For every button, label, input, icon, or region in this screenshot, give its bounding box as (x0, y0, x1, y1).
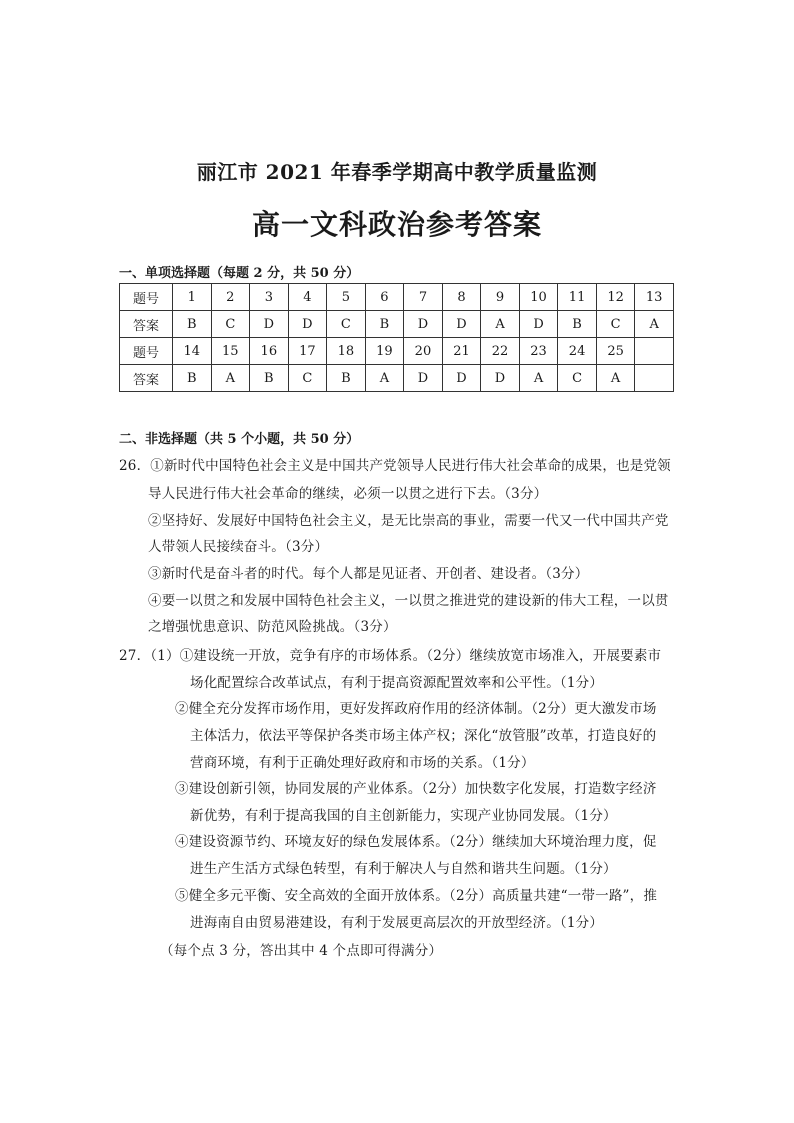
answer-cell: D (442, 311, 481, 338)
table-row (120, 284, 674, 311)
answer-line: ③建设创新引领，协同发展的产业体系。（2分）加快数字化发展，打造数字经济 (175, 781, 657, 797)
answer-cell: A (596, 365, 635, 392)
answer-line: ②坚持好、发展好中国特色社会主义，是无比崇高的事业，需要一代又一代中国共产党 (148, 513, 669, 529)
answer-cell: C (288, 365, 327, 392)
answer-cell: B (173, 311, 212, 338)
answer-cell: D (404, 365, 443, 392)
answer-cell: A (635, 311, 674, 338)
answer-cell: A (481, 311, 520, 338)
answer-cell: B (250, 365, 289, 392)
question-number: 25 (596, 338, 635, 365)
answer-table (119, 283, 674, 392)
answer-line: 新优势，有利于提高我国的自主创新能力，实现产业协同发展。（1分） (190, 808, 617, 824)
question-number: 15 (211, 338, 250, 365)
answer-line: ②健全充分发挥市场作用，更好发挥政府作用的经济体制。（2分）更大激发市场 (175, 701, 657, 717)
question-number: 13 (635, 284, 674, 311)
answer-cell: C (211, 311, 250, 338)
row-label: 答案 (120, 365, 173, 392)
question-number: 4 (288, 284, 327, 311)
question-number: 19 (365, 338, 404, 365)
answer-line: 27．（1）①建设统一开放，竞争有序的市场体系。（2分）继续放宽市场准入，开展要素市 (119, 648, 662, 664)
answer-cell: B (558, 311, 597, 338)
question-number: 1 (173, 284, 212, 311)
answer-line: 26．①新时代中国特色社会主义是中国共产党领导人民进行伟大社会革命的成果，也是党领 (119, 458, 671, 474)
answer-cell: D (250, 311, 289, 338)
row-label: 题号 (120, 338, 173, 365)
question-number: 23 (519, 338, 558, 365)
page-subtitle: 高一文科政治参考答案 (251, 208, 542, 241)
question-number: 21 (442, 338, 481, 365)
answer-cell: D (442, 365, 481, 392)
question-number: 14 (173, 338, 212, 365)
answer-line: 之增强忧患意识、防范风险挑战。（3分） (148, 619, 397, 635)
question-number: 11 (558, 284, 597, 311)
question-number: 9 (481, 284, 520, 311)
section2-heading: 二、非选择题（共 5 个小题，共 50 分） (119, 432, 360, 447)
answer-cell: D (481, 365, 520, 392)
answer-cell: C (327, 311, 366, 338)
answer-line: 导人民进行伟大社会革命的继续，必须一以贯之进行下去。（3分） (148, 486, 548, 502)
question-number: 20 (404, 338, 443, 365)
question-number (635, 338, 674, 365)
answer-line: 人带领人民接续奋斗。（3分） (148, 539, 329, 555)
question-number: 24 (558, 338, 597, 365)
question-number: 2 (211, 284, 250, 311)
answer-cell: A (519, 365, 558, 392)
answer-line: 营商环境，有利于正确处理好政府和市场的关系。（1分） (190, 755, 535, 771)
question-number: 17 (288, 338, 327, 365)
answer-line: ⑤健全多元平衡、安全高效的全面开放体系。（2分）高质量共建“一带一路”，推 (175, 888, 658, 904)
answer-line: 进生产生活方式绿色转型，有利于解决人与自然和谐共生问题。（1分） (190, 861, 617, 877)
page-title: 丽江市 2021 年春季学期高中教学质量监测 (196, 160, 598, 184)
answer-line: 进海南自由贸易港建设，有利于发展更高层次的开放型经济。（1分） (190, 915, 604, 931)
answer-cell: C (596, 311, 635, 338)
answer-line: ④建设资源节约、环境友好的绿色发展体系。（2分）继续加大环境治理力度，促 (175, 834, 657, 850)
question-number: 16 (250, 338, 289, 365)
row-label: 题号 (120, 284, 173, 311)
question-number: 12 (596, 284, 635, 311)
table-row (120, 311, 674, 338)
table-row (120, 338, 674, 365)
answer-line: ④要一以贯之和发展中国特色社会主义，一以贯之推进党的建设新的伟大工程，一以贯 (148, 593, 669, 609)
answer-cell: A (365, 365, 404, 392)
answer-cell: B (365, 311, 404, 338)
table-row (120, 365, 674, 392)
question-number: 5 (327, 284, 366, 311)
scoring-note: （每个点 3 分，答出其中 4 个点即可得满分） (160, 943, 443, 959)
section1-heading: 一、单项选择题（每题 2 分，共 50 分） (119, 266, 360, 281)
answer-cell: A (211, 365, 250, 392)
answer-cell: D (404, 311, 443, 338)
row-label: 答案 (120, 311, 173, 338)
answer-line: 主体活力，依法平等保护各类市场主体产权；深化“放管服”改革，打造良好的 (190, 728, 657, 744)
answer-cell: C (558, 365, 597, 392)
question-number: 6 (365, 284, 404, 311)
answer-line: ③新时代是奋斗者的时代。每个人都是见证者、开创者、建设者。（3分） (148, 566, 589, 582)
answer-cell: D (519, 311, 558, 338)
answer-cell: B (327, 365, 366, 392)
question-number: 18 (327, 338, 366, 365)
question-number: 8 (442, 284, 481, 311)
answer-line: 场化配置综合改革试点，有利于提高资源配置效率和公平性。（1分） (190, 675, 604, 691)
answer-cell (635, 365, 674, 392)
answer-cell: B (173, 365, 212, 392)
question-number: 7 (404, 284, 443, 311)
question-number: 22 (481, 338, 520, 365)
question-number: 3 (250, 284, 289, 311)
answer-cell: D (288, 311, 327, 338)
question-number: 10 (519, 284, 558, 311)
